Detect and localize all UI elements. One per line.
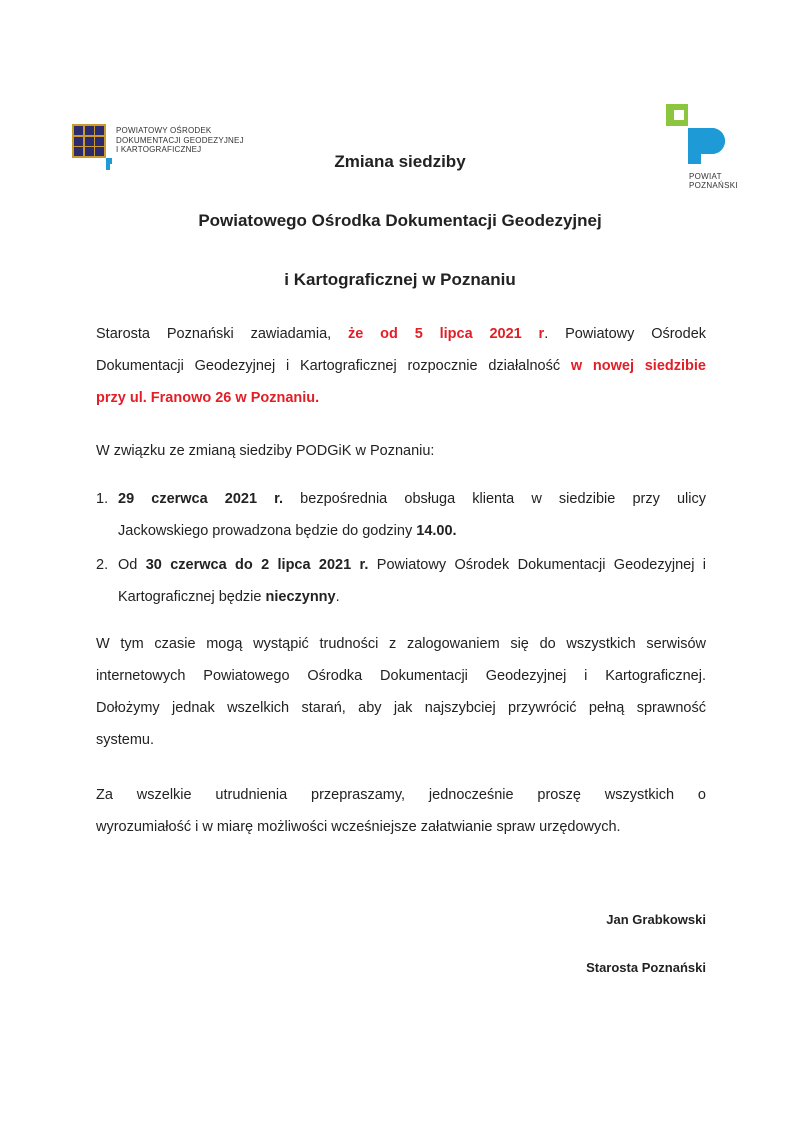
title-line-2: Powiatowego Ośrodka Dokumentacji Geodezyjnej — [198, 211, 602, 230]
difficulties-paragraph: W tym czasie mogą wystąpić trudności z zalogowaniem się do wszystkich serwisów internetowych Powiatowego Ośrodka Dokumentacji Geodezyjnej i Kartograficznej. Dołożymy jednak wszelkich starań, aby jak najszybciej przywrócić pełną sprawność systemu. — [96, 636, 706, 748]
date-highlight: że od 5 lipca 2021 r — [348, 326, 545, 342]
intro-paragraph: W związku ze zmianą siedziby PODGiK w Poznaniu: — [96, 443, 435, 459]
powiat-logo-text: POWIAT POZNAŃSKI — [689, 172, 738, 190]
announcement-paragraph: Starosta Poznański zawiadamia, że od 5 lipca 2021 r. Powiatowy Ośrodek Dokumentacji Geodezyjnej i Kartograficznej rozpocznie działalność w nowej siedzibie przy ul. Franowo 26 w Poznaniu. — [96, 326, 707, 406]
title-line-1: Zmiana siedziby — [334, 152, 466, 171]
address-highlight: przy ul. Franowo 26 w Poznaniu. — [96, 390, 320, 406]
apology-paragraph: Za wszelkie utrudnienia przepraszamy, jednocześnie proszę wszystkich o wyrozumiałość i w miarę możliwości wcześniejsze załatwianie spraw urzędowych. — [96, 787, 706, 835]
powiat-poznanski-logo — [664, 104, 744, 194]
title-line-3: i Kartograficznej w Poznaniu — [284, 270, 516, 289]
podgik-logo-text: POWIATOWY OŚRODEK DOKUMENTACJI GEODEZYJNEJ I KARTOGRAFICZNEJ — [116, 126, 244, 154]
signature-name: Jan Grabkowski — [606, 912, 706, 927]
green-square-icon — [666, 104, 688, 126]
signature-title: Starosta Poznański — [586, 960, 706, 975]
new-seat-highlight: w nowej siedzibie — [570, 358, 706, 374]
document-page: POWIATOWY OŚRODEK DOKUMENTACJI GEODEZYJNEJ I KARTOGRAFICZNEJ POWIAT POZNAŃSKI Zmiana siedziby Powiatowego Ośrodka Dokumentacji Geodezyjnej i Kartograficznej w Poznaniu Starosta Poznański zawiadamia, że od 5 lipca 2021 r. Powiatowy Ośrodek Dokumentacji Geodezyjnej i Kartograficznej rozpocznie działalność w nowej siedzibie przy ul. Franowo 26 w Poznaniu. W związku ze zmianą siedziby PODGiK w Poznaniu: 1. 29 czerwca 2021 r. bezpośrednia obsługa klienta w siedzibie przy ulicy Jackowskiego prowadzona będzie do godziny 14.00. 2. Od 30 czerwca do 2 lipca 2021 r. Powiatowy Ośrodek Dokumentacji Geodezyjnej i Kartograficznej będzie nieczynny. W tym czasie mogą wystąpić trudności z zalogowaniem się do wszystkich serwisów internetowych Powiatowego Ośrodka Dokumentacji Geodezyjnej i Kartograficznej. Dołożymy jednak wszelkich starań, aby jak najszybciej przywrócić pełną sprawność systemu. Za wszelkie utrudnienia przepraszamy, jednocześnie proszę wszystkich o wyrozumiałość i w miarę możliwości wcześniejsze załatwianie spraw urzędowych. Jan Grabkowski Starosta Poznański — [0, 0, 800, 1131]
